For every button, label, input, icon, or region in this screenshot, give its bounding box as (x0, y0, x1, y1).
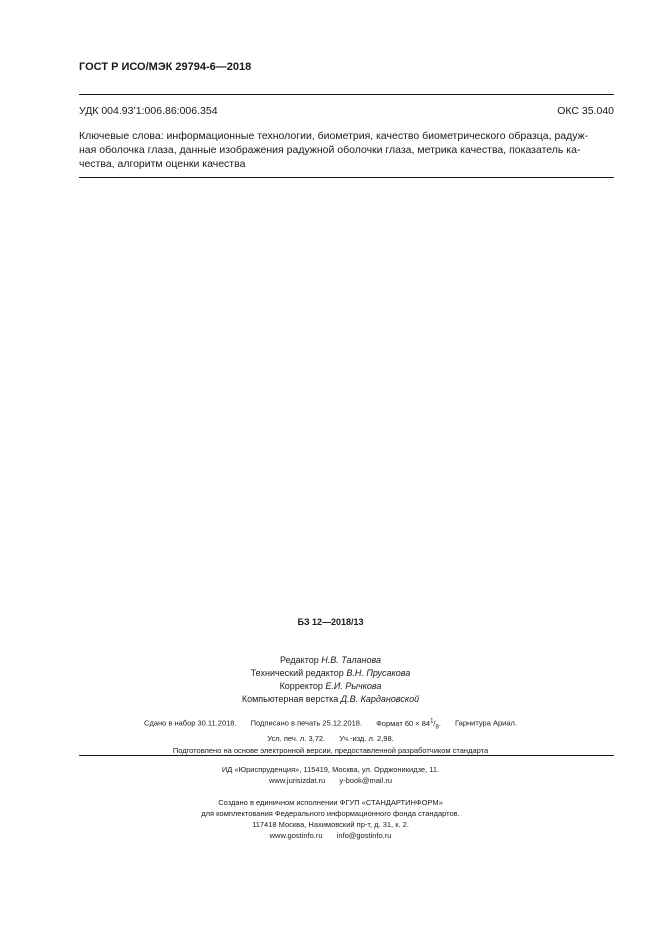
credits (0, 654, 661, 706)
specs-line: Сдано в набор 30.11.2018. Подписано в печать 25.12.2018. Формат $60 \times 84^1/_8$. Гарнитура Ариал. (144, 718, 517, 730)
udk-code: УДК 004.93’1:006.86:006.354 (79, 105, 218, 117)
specs-line: Усл. печ. л. 3,72. Уч.-изд. л. 2,98. (267, 734, 394, 743)
printer-line: 117418 Москва, Нахимовский пр-т, д. 31, к. 2. (252, 820, 409, 829)
credit-line: Корректор Е.И. Рычкова (279, 681, 382, 691)
imprint-rule (79, 755, 614, 756)
publisher-site-link[interactable]: www.jurisizdat.ru (269, 776, 326, 785)
print-specs (0, 715, 661, 757)
credit-line: Редактор Н.В. Таланова (279, 655, 382, 665)
classification-row (79, 105, 614, 117)
keywords-line: ная оболочка глаза, данные изображения радужной оболочки глаза, метрика качества, показатель ка- (79, 144, 581, 156)
standard-code: ГОСТ Р ИСО/МЭК 29794-6—2018 (79, 61, 252, 73)
publisher-email-link[interactable]: y-book@mail.ru (339, 776, 392, 785)
publisher-contacts (0, 775, 661, 786)
credit-line: Компьютерная верстка Д.В. Кардановской (241, 694, 420, 704)
printer-line: для комплектования Федерального информационного фонда стандартов. (201, 809, 460, 818)
publisher-address: ИД «Юриспруденция», 115419, Москва, ул. Орджоникидзе, 11. (221, 765, 440, 774)
printer-email-link[interactable]: info@gostinfo.ru (336, 831, 392, 840)
printer-info (0, 797, 661, 841)
top-rule (79, 94, 614, 95)
printer-line: Создано в единичном исполнении ФГУП «СТАНДАРТИНФОРМ» (218, 798, 443, 807)
specs-line: Подготовлено на основе электронной версии, предоставленной разработчиком стандарта (172, 746, 489, 755)
keywords (79, 129, 614, 171)
publisher-info (0, 764, 661, 786)
bz-number: БЗ 12—2018/13 (297, 617, 364, 627)
oks-code: ОКС 35.040 (557, 105, 614, 117)
keywords-line: Ключевые слова: информационные технологии, биометрия, качество биометрического образца, радуж- (79, 130, 589, 142)
credit-line: Технический редактор В.Н. Прусакова (250, 668, 411, 678)
keywords-line: чества, алгоритм оценки качества (79, 158, 246, 170)
printer-contacts (0, 830, 661, 841)
printer-site-link[interactable]: www.gostinfo.ru (269, 831, 323, 840)
keywords-rule (79, 177, 614, 178)
